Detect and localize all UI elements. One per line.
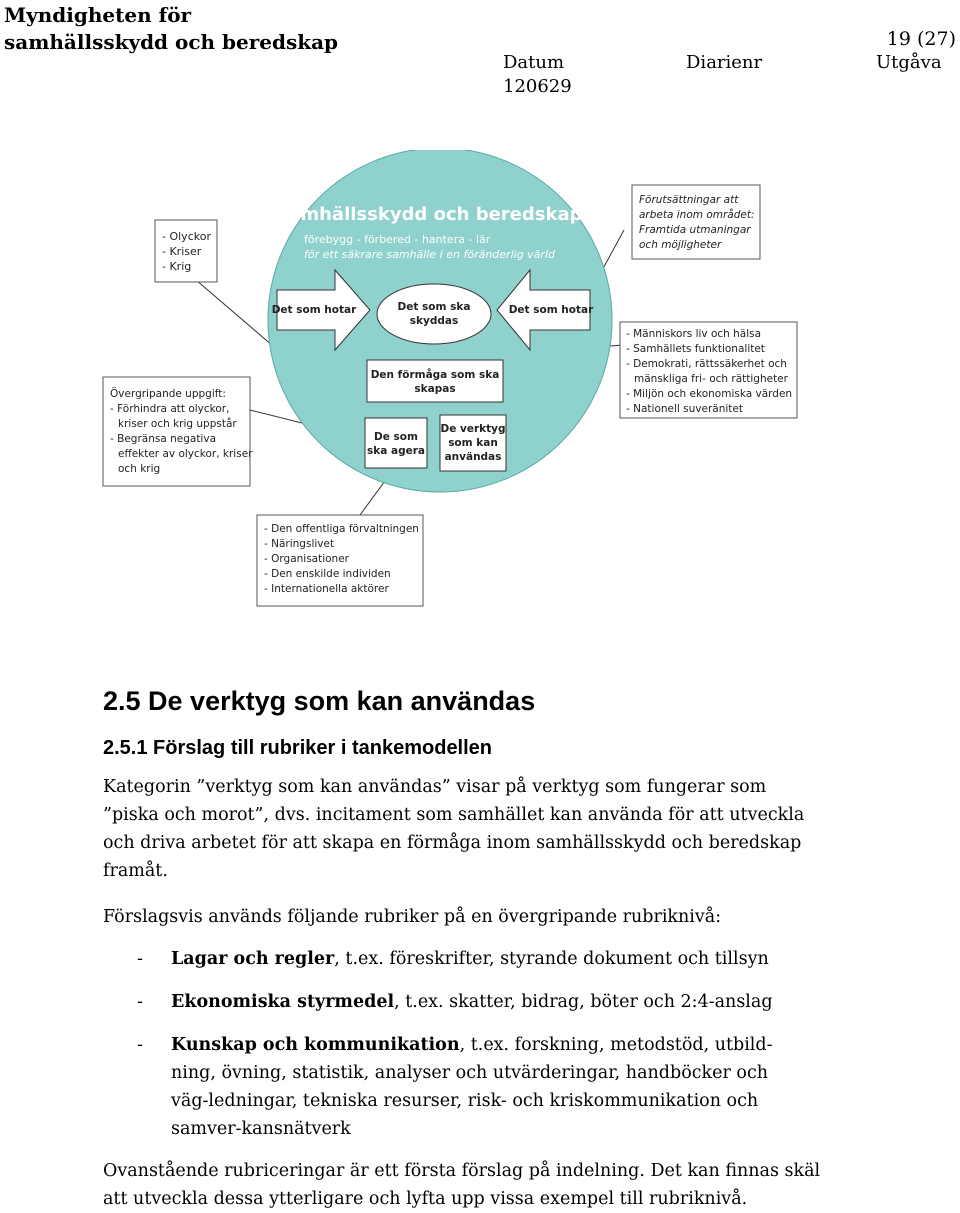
- subsection-heading: 2.5.1 Förslag till rubriker i tankemodellen: [103, 737, 493, 759]
- task-line: Övergripande uppgift:: [110, 388, 226, 400]
- task-line: effekter av olyckor, kriser: [118, 448, 253, 460]
- list-item-title: Kunskap och kommunikation: [171, 1035, 460, 1055]
- connector-threats: [196, 280, 280, 352]
- threat-left-label: Det som hotar: [271, 304, 357, 316]
- values-item: - Samhällets funktionalitet: [626, 343, 765, 355]
- capability-label-1: Den förmåga som ska: [370, 369, 500, 381]
- values-item: - Demokrati, rättssäkerhet och: [626, 358, 787, 370]
- list-dash: -: [137, 949, 143, 969]
- threat-right-label: Det som hotar: [508, 304, 594, 316]
- list-item-title: Lagar och regler: [171, 949, 335, 969]
- task-line: - Förhindra att olyckor,: [110, 403, 230, 415]
- protected-ellipse: [377, 284, 491, 344]
- page-number: 19 (27): [886, 28, 956, 50]
- section-heading: 2.5 De verktyg som kan användas: [103, 686, 536, 716]
- task-line: - Begränsa negativa: [110, 433, 216, 445]
- actors-list-item: - Den enskilde individen: [264, 568, 391, 580]
- datum-label: Datum: [503, 52, 565, 73]
- circle-title: samhällsskydd och beredskap: [277, 204, 583, 225]
- paragraph-intro: Kategorin ”verktyg som kan användas” visar på verktyg som fungerar som ”piska och morot”, dvs. incitament som samhället kan använda för att utveckla och driva arbetet för att skapa en förmåga inom samhällsskydd och beredskap framåt.: [103, 777, 805, 881]
- list-item-text: , t.ex. skatter, bidrag, böter och 2:4-anslag: [394, 992, 773, 1012]
- list-item-text: , t.ex. forskning, metodstöd, utbild-ning, övning, statistik, analyser och utvärderingar, handböcker och väg-ledningar, tekniska resurser, risk- och kriskommunikation och samver-kansnätverk: [171, 1035, 773, 1139]
- actors-list-item: - Näringslivet: [264, 538, 335, 550]
- conditions-line: och möjligheter: [639, 239, 722, 251]
- list-dash: -: [137, 992, 143, 1012]
- org-line-2: samhällsskydd och beredskap: [4, 30, 339, 54]
- capability-label-2: skapas: [414, 383, 456, 395]
- datum-value: 120629: [503, 76, 572, 97]
- paragraph-proposal: Förslagsvis används följande rubriker på en övergripande rubriknivå:: [103, 907, 722, 927]
- actors-label-1: De som: [374, 431, 418, 443]
- actors-box: [365, 418, 427, 468]
- threats-item: - Olyckor: [162, 230, 211, 243]
- tools-label-3: användas: [444, 451, 502, 463]
- org-line-1: Myndigheten för: [4, 3, 192, 27]
- tools-label-2: som kan: [448, 437, 498, 449]
- conditions-line: arbeta inom området:: [639, 209, 755, 221]
- task-line: och krig: [118, 463, 161, 475]
- paragraph-closing: Ovanstående rubriceringar är ett första förslag på indelning. Det kan finnas skäl att utveckla dessa ytterligare och lyfta upp vissa exempel till rubriknivå.: [103, 1161, 821, 1209]
- values-item: - Nationell suveränitet: [626, 403, 743, 415]
- conditions-line: Förutsättningar att: [639, 194, 739, 206]
- values-item: mänskliga fri- och rättigheter: [634, 373, 788, 385]
- actors-list-item: - Den offentliga förvaltningen: [264, 523, 419, 535]
- threats-item: - Kriser: [162, 245, 202, 258]
- conditions-line: Framtida utmaningar: [639, 224, 751, 236]
- protected-label-2: skyddas: [409, 315, 459, 327]
- values-item: - Människors liv och hälsa: [626, 328, 762, 340]
- capability-box: [367, 360, 503, 402]
- organisation-name: [4, 2, 338, 56]
- actors-label-2: ska agera: [367, 445, 425, 457]
- task-line: kriser och krig uppstår: [118, 418, 237, 430]
- tools-label-1: De verktyg: [440, 423, 506, 435]
- protected-label-1: Det som ska: [397, 301, 471, 313]
- list-item-text: , t.ex. föreskrifter, styrande dokument och tillsyn: [334, 949, 769, 969]
- circle-subtitle-2: för ett säkrare samhälle i en föränderlig värld: [304, 248, 555, 261]
- diarienr-label: Diarienr: [686, 52, 763, 73]
- actors-list-item: - Organisationer: [264, 553, 349, 565]
- values-item: - Miljön och ekonomiska värden: [626, 388, 793, 400]
- actors-list-item: - Internationella aktörer: [264, 583, 389, 595]
- list-dash: -: [137, 1035, 143, 1055]
- threats-item: - Krig: [162, 260, 192, 273]
- list-item-title: Ekonomiska styrmedel: [171, 992, 395, 1012]
- thinking-model-diagram: [0, 150, 960, 620]
- utgava-label: Utgåva: [876, 52, 942, 73]
- circle-subtitle-1: förebygg - förbered - hantera - lär: [304, 233, 491, 246]
